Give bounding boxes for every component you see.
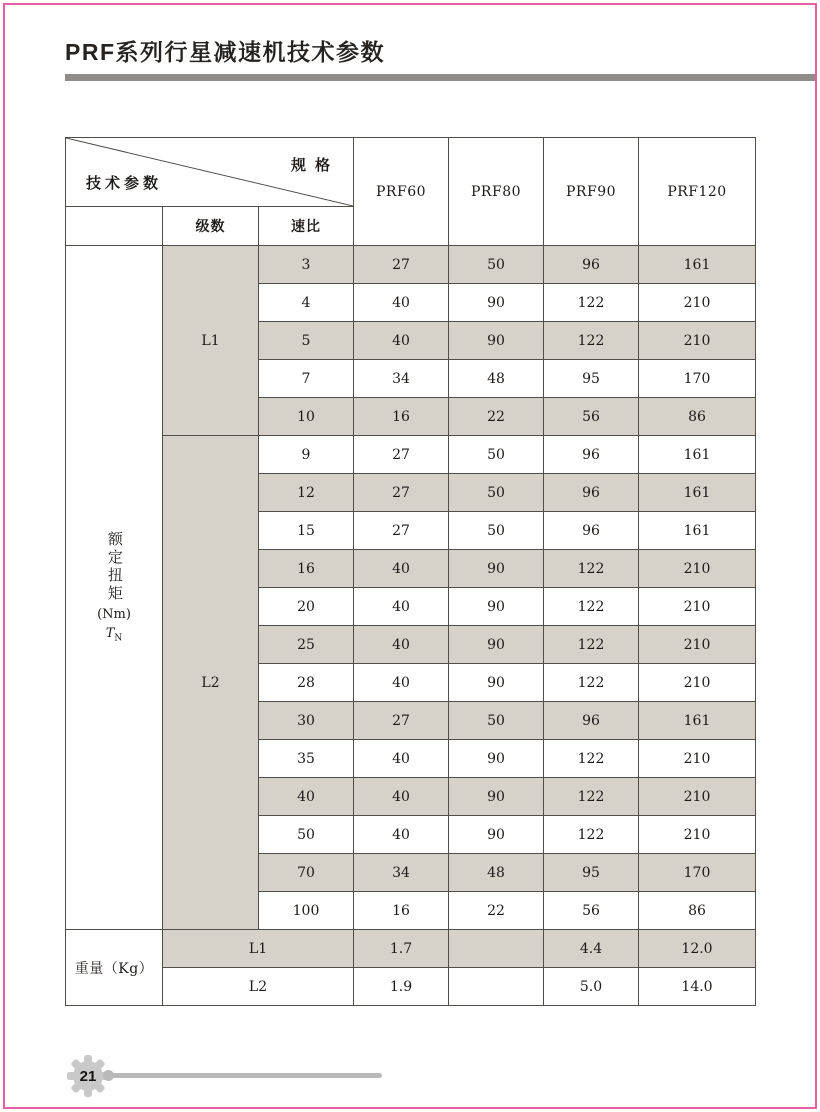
- value-cell: 210: [639, 778, 756, 816]
- value-cell: 170: [639, 360, 756, 398]
- ratio-cell: 28: [259, 664, 354, 702]
- value-cell: 56: [544, 892, 639, 930]
- value-cell: 90: [449, 816, 544, 854]
- value-cell: 56: [544, 398, 639, 436]
- value-cell: 40: [354, 778, 449, 816]
- weight-value-cell: 12.0: [639, 930, 756, 968]
- value-cell: 122: [544, 664, 639, 702]
- value-cell: 122: [544, 740, 639, 778]
- weight-row: [66, 968, 756, 1006]
- ratio-cell: 5: [259, 322, 354, 360]
- value-cell: 122: [544, 588, 639, 626]
- value-cell: 34: [354, 854, 449, 892]
- value-cell: 40: [354, 664, 449, 702]
- ratio-cell: 4: [259, 284, 354, 322]
- value-cell: 161: [639, 512, 756, 550]
- value-cell: 122: [544, 550, 639, 588]
- weight-value-cell: 5.0: [544, 968, 639, 1006]
- value-cell: 90: [449, 550, 544, 588]
- value-cell: 22: [449, 398, 544, 436]
- weight-value-cell: [449, 930, 544, 968]
- value-cell: 96: [544, 474, 639, 512]
- value-cell: 210: [639, 322, 756, 360]
- value-cell: 16: [354, 892, 449, 930]
- value-cell: 90: [449, 778, 544, 816]
- weight-value-cell: 4.4: [544, 930, 639, 968]
- diagonal-header-cell: [66, 138, 354, 207]
- weight-value-cell: 1.9: [354, 968, 449, 1006]
- column-header-prf90: PRF90: [544, 138, 639, 246]
- header-row-1: [66, 138, 756, 207]
- value-cell: 50: [449, 246, 544, 284]
- value-cell: 27: [354, 436, 449, 474]
- ratio-cell: 30: [259, 702, 354, 740]
- value-cell: 161: [639, 436, 756, 474]
- value-cell: 40: [354, 550, 449, 588]
- ratio-cell: 9: [259, 436, 354, 474]
- stages-header: 级数: [163, 207, 259, 246]
- value-cell: 90: [449, 284, 544, 322]
- weight-value-cell: [449, 968, 544, 1006]
- value-cell: 90: [449, 322, 544, 360]
- ratio-cell: 15: [259, 512, 354, 550]
- ratio-cell: 16: [259, 550, 354, 588]
- table-row: [66, 246, 756, 284]
- tech-param-corner-label: 技术参数: [86, 175, 163, 192]
- ratio-cell: 70: [259, 854, 354, 892]
- value-cell: 210: [639, 816, 756, 854]
- value-cell: 96: [544, 246, 639, 284]
- value-cell: 122: [544, 322, 639, 360]
- value-cell: 86: [639, 398, 756, 436]
- ratio-cell: 7: [259, 360, 354, 398]
- value-cell: 86: [639, 892, 756, 930]
- value-cell: 90: [449, 664, 544, 702]
- value-cell: 95: [544, 854, 639, 892]
- stage-group-label: L1: [163, 246, 259, 436]
- value-cell: 22: [449, 892, 544, 930]
- value-cell: 90: [449, 588, 544, 626]
- table-row: [66, 436, 756, 474]
- value-cell: 96: [544, 512, 639, 550]
- value-cell: 48: [449, 854, 544, 892]
- value-cell: 40: [354, 740, 449, 778]
- value-cell: 40: [354, 816, 449, 854]
- value-cell: 210: [639, 664, 756, 702]
- weight-stage-label: L1: [163, 930, 354, 968]
- ratio-header: 速比: [259, 207, 354, 246]
- torque-unit: (Nm): [97, 607, 131, 623]
- value-cell: 95: [544, 360, 639, 398]
- value-cell: 161: [639, 246, 756, 284]
- spec-table: [65, 137, 756, 1006]
- spec-corner-label: 规格: [291, 157, 340, 174]
- value-cell: 16: [354, 398, 449, 436]
- value-cell: 27: [354, 702, 449, 740]
- value-cell: 34: [354, 360, 449, 398]
- value-cell: 96: [544, 436, 639, 474]
- column-header-prf60: PRF60: [354, 138, 449, 246]
- value-cell: 48: [449, 360, 544, 398]
- stage-group-label: L2: [163, 436, 259, 930]
- torque-text: 额定扭矩: [105, 531, 124, 604]
- empty-header-cell: [66, 207, 163, 246]
- value-cell: 90: [449, 626, 544, 664]
- title-underline-bar: [65, 74, 815, 81]
- value-cell: 210: [639, 284, 756, 322]
- value-cell: 210: [639, 550, 756, 588]
- ratio-cell: 50: [259, 816, 354, 854]
- footer-decorative-line: [108, 1073, 382, 1078]
- value-cell: 40: [354, 284, 449, 322]
- column-header-prf120: PRF120: [639, 138, 756, 246]
- value-cell: 96: [544, 702, 639, 740]
- ratio-cell: 10: [259, 398, 354, 436]
- value-cell: 122: [544, 778, 639, 816]
- weight-row: [66, 930, 756, 968]
- weight-value-cell: 14.0: [639, 968, 756, 1006]
- ratio-cell: 100: [259, 892, 354, 930]
- value-cell: 40: [354, 626, 449, 664]
- ratio-cell: 35: [259, 740, 354, 778]
- value-cell: 50: [449, 474, 544, 512]
- value-cell: 27: [354, 246, 449, 284]
- value-cell: 122: [544, 626, 639, 664]
- value-cell: 27: [354, 512, 449, 550]
- value-cell: 27: [354, 474, 449, 512]
- ratio-cell: 25: [259, 626, 354, 664]
- value-cell: 161: [639, 702, 756, 740]
- value-cell: 90: [449, 740, 544, 778]
- value-cell: 210: [639, 626, 756, 664]
- torque-row-label-cell: [66, 246, 163, 930]
- ratio-cell: 20: [259, 588, 354, 626]
- torque-label: [66, 531, 162, 644]
- value-cell: 122: [544, 284, 639, 322]
- value-cell: 170: [639, 854, 756, 892]
- torque-symbol: $T_N$: [105, 626, 123, 644]
- value-cell: 50: [449, 702, 544, 740]
- weight-value-cell: 1.7: [354, 930, 449, 968]
- column-header-prf80: PRF80: [449, 138, 544, 246]
- page-title: PRF系列行星减速机技术参数: [65, 39, 385, 65]
- value-cell: 50: [449, 436, 544, 474]
- page-number: 21: [79, 1068, 97, 1085]
- weight-stage-label: L2: [163, 968, 354, 1006]
- value-cell: 210: [639, 740, 756, 778]
- value-cell: 161: [639, 474, 756, 512]
- value-cell: 50: [449, 512, 544, 550]
- value-cell: 122: [544, 816, 639, 854]
- value-cell: 210: [639, 588, 756, 626]
- weight-section-label: 重量（Kg）: [66, 930, 163, 1006]
- value-cell: 40: [354, 588, 449, 626]
- ratio-cell: 3: [259, 246, 354, 284]
- ratio-cell: 12: [259, 474, 354, 512]
- ratio-cell: 40: [259, 778, 354, 816]
- value-cell: 40: [354, 322, 449, 360]
